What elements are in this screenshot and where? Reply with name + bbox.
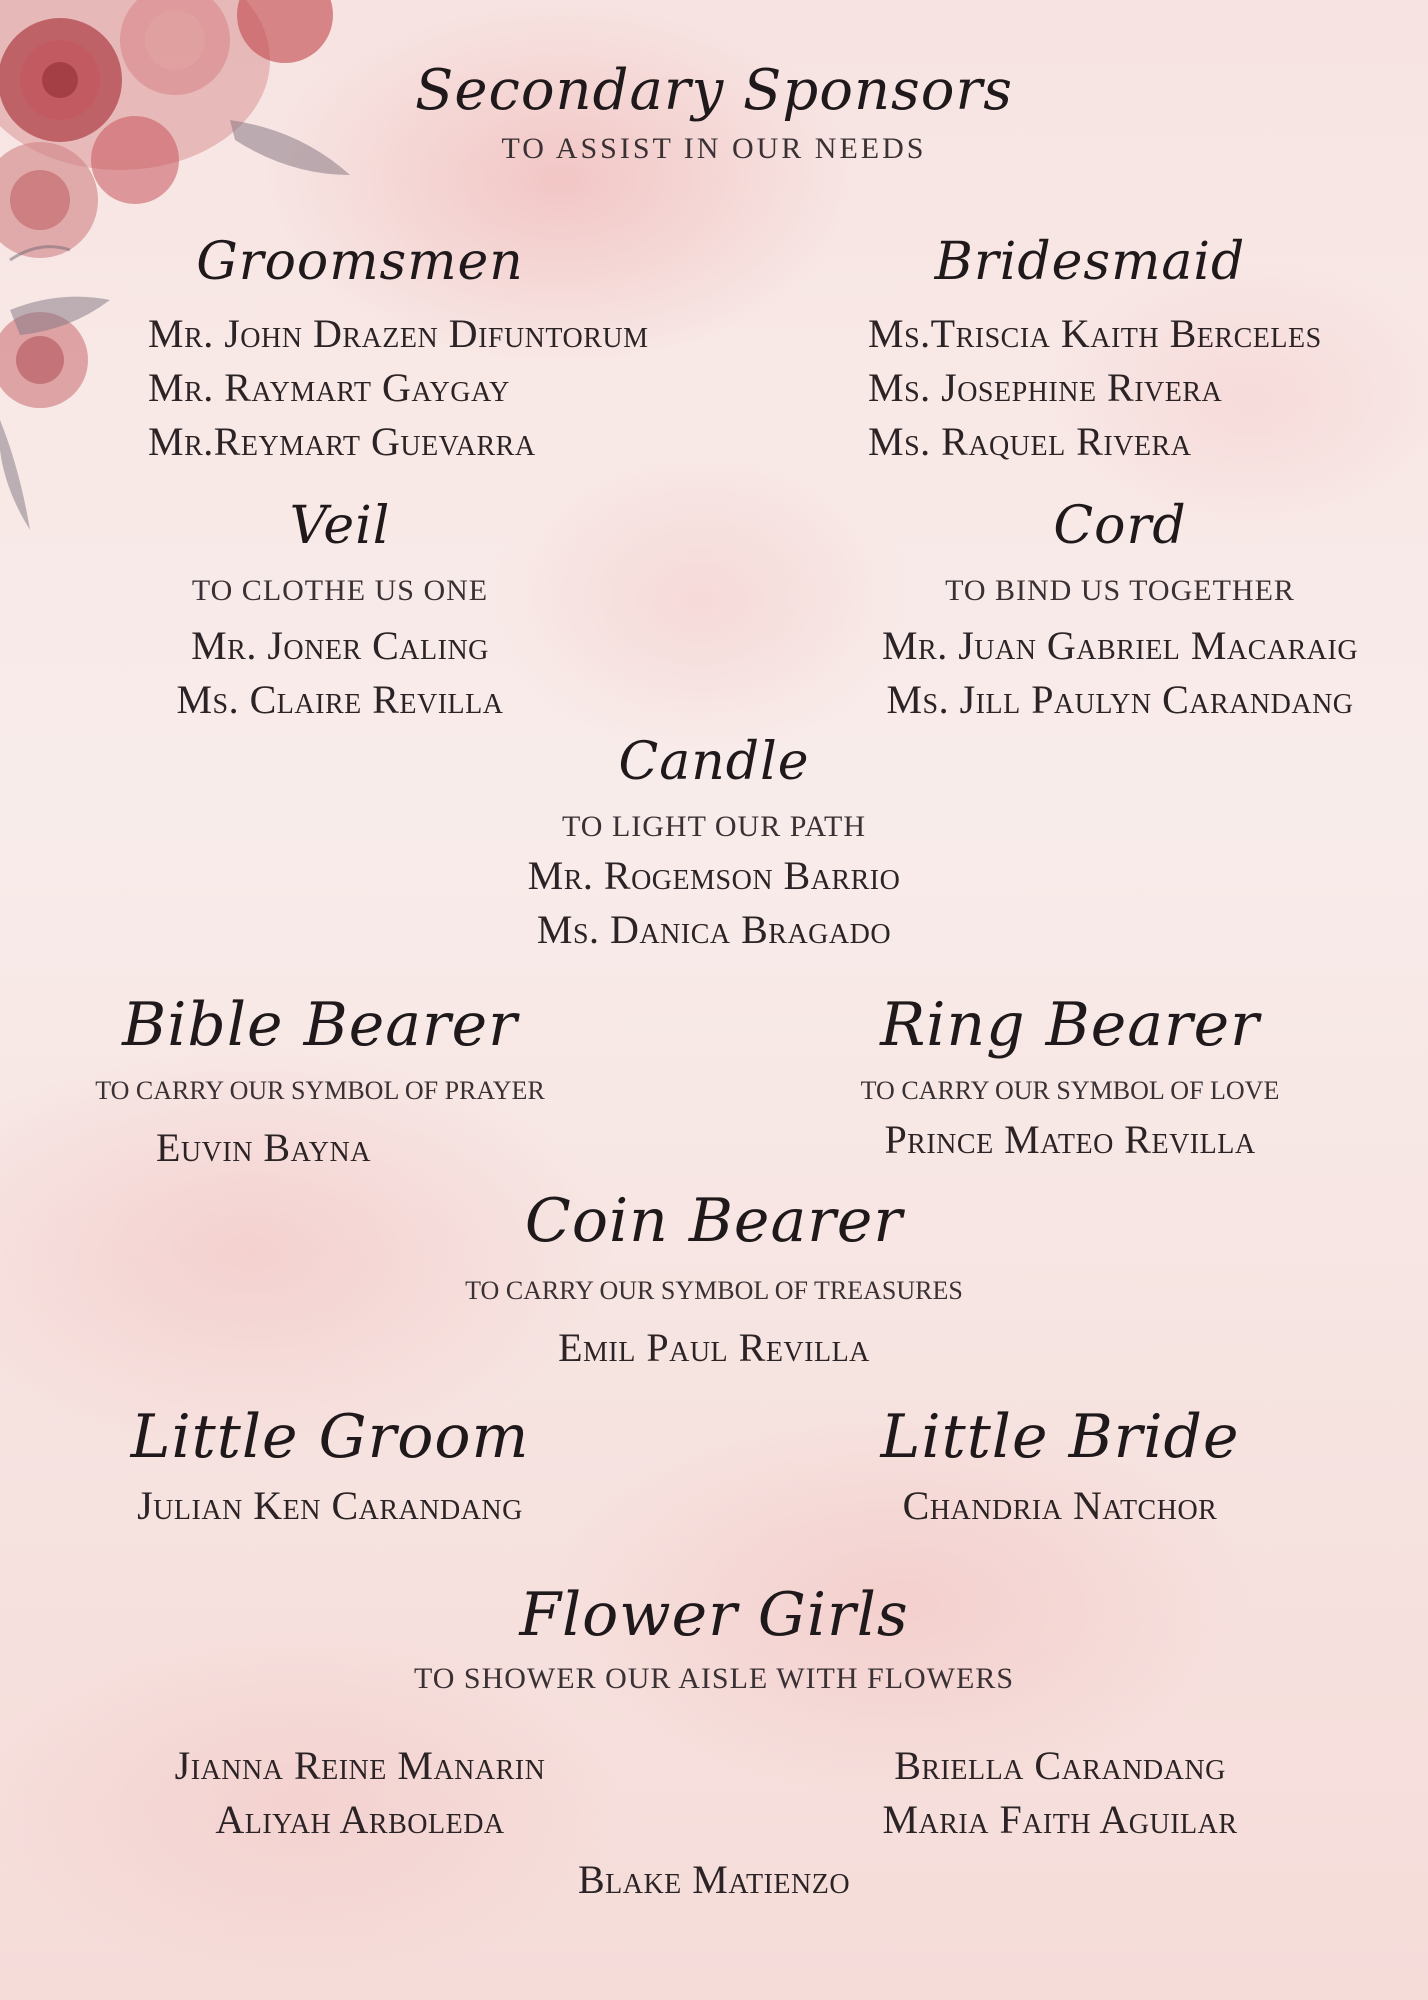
- bible-bearer-subtitle: TO CARRY OUR SYMBOL OF PRAYER: [95, 1076, 545, 1105]
- cord-title: Cord: [1053, 496, 1187, 556]
- groomsman-name: Mr. Raymart Gaygay: [148, 365, 510, 410]
- cord-sponsor-name: Ms. Jill Paulyn Carandang: [886, 677, 1354, 722]
- flower-girl-name: Aliyah Arboleda: [215, 1797, 505, 1842]
- veil-sponsor-name: Ms. Claire Revilla: [176, 677, 504, 722]
- ring-bearer-name: Prince Mateo Revilla: [884, 1117, 1256, 1162]
- groomsmen-title: Groomsmen: [196, 232, 524, 292]
- candle-sponsor-name: Mr. Rogemson Barrio: [527, 853, 901, 898]
- flower-girls-subtitle: TO SHOWER OUR AISLE WITH FLOWERS: [413, 1662, 1015, 1695]
- page-title: Secondary Sponsors: [414, 58, 1014, 123]
- veil-subtitle: TO CLOTHE US ONE: [191, 574, 489, 607]
- bible-bearer-name: Euvin Bayna: [156, 1125, 371, 1170]
- candle-subtitle: TO LIGHT OUR PATH: [562, 810, 866, 843]
- bible-bearer-title: Bible Bearer: [122, 990, 518, 1060]
- candle-sponsor-name: Ms. Danica Bragado: [536, 907, 892, 952]
- candle-title: Candle: [618, 732, 810, 792]
- little-bride-name: Chandria Natchor: [902, 1483, 1218, 1528]
- groomsman-name: Mr. John Drazen Difuntorum: [148, 311, 649, 356]
- bridesmaid-name: Ms. Raquel Rivera: [868, 419, 1192, 464]
- veil-sponsor-name: Mr. Joner Caling: [191, 623, 489, 668]
- bridesmaid-name: Ms. Josephine Rivera: [868, 365, 1223, 410]
- little-groom-title: Little Groom: [130, 1402, 530, 1472]
- coin-bearer-subtitle: TO CARRY OUR SYMBOL OF TREASURES: [465, 1276, 963, 1305]
- flower-girl-name: Maria Faith Aguilar: [882, 1797, 1238, 1842]
- cord-subtitle: TO BIND US TOGETHER: [945, 574, 1295, 607]
- coin-bearer-title: Coin Bearer: [524, 1186, 904, 1256]
- page-subtitle: TO ASSIST IN OUR NEEDS: [501, 132, 927, 165]
- coin-bearer-name: Emil Paul Revilla: [558, 1325, 870, 1370]
- little-groom-name: Julian Ken Carandang: [137, 1483, 523, 1528]
- ring-bearer-subtitle: TO CARRY OUR SYMBOL OF LOVE: [860, 1076, 1280, 1105]
- cord-sponsor-name: Mr. Juan Gabriel Macaraig: [881, 623, 1359, 668]
- veil-title: Veil: [289, 496, 391, 556]
- flower-girl-name: Jianna Reine Manarin: [174, 1743, 546, 1788]
- ring-bearer-title: Ring Bearer: [880, 990, 1260, 1060]
- groomsman-name: Mr.Reymart Guevarra: [148, 419, 536, 464]
- little-bride-title: Little Bride: [880, 1402, 1240, 1472]
- flower-girl-name: Briella Carandang: [894, 1743, 1226, 1788]
- bridesmaid-title: Bridesmaid: [934, 232, 1246, 292]
- bridesmaid-name: Ms.Triscia Kaith Berceles: [868, 311, 1322, 356]
- flower-girl-name: Blake Matienzo: [577, 1857, 851, 1902]
- flower-girls-title: Flower Girls: [519, 1580, 909, 1650]
